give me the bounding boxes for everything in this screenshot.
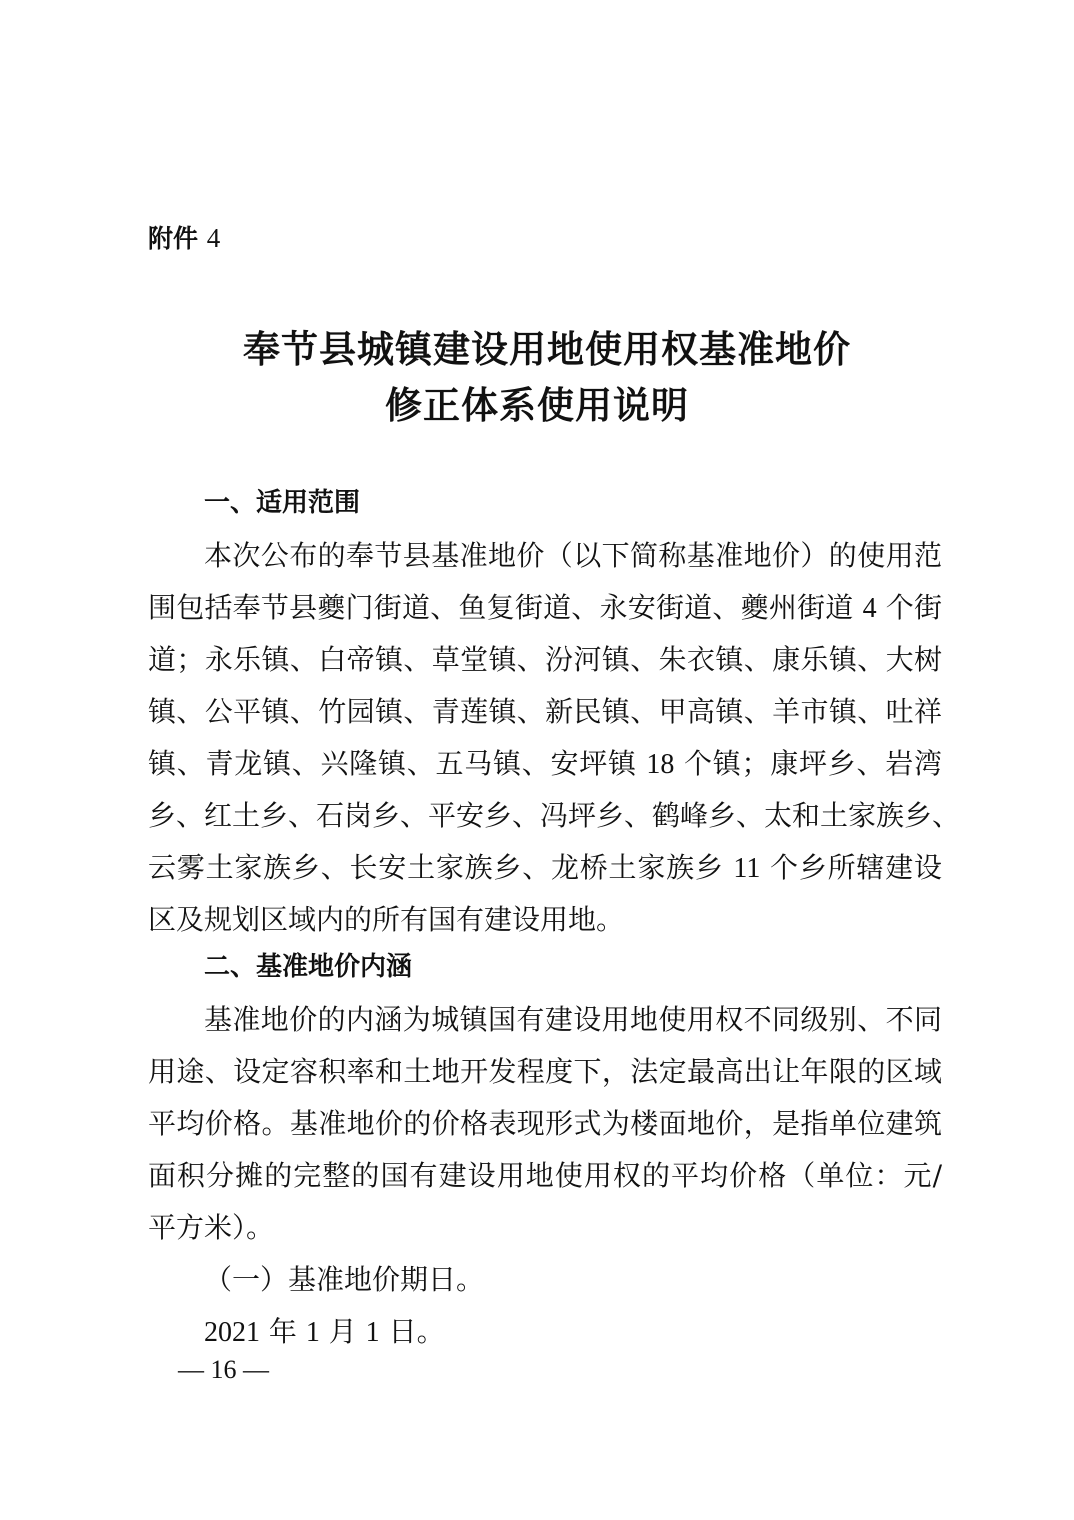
paragraph-line: 平方米）。 <box>148 1211 275 1244</box>
document-title-line-1: 奉节县城镇建设用地使用权基准地价 <box>243 327 851 371</box>
paragraph-line: 基准地价的内涵为城镇国有建设用地使用权不同级别、不同 <box>204 1003 942 1036</box>
paragraph-line: 围包括奉节县夔门街道、鱼复街道、永安街道、夔州街道 4 个街 <box>148 591 942 624</box>
attachment-label-text: 附件 <box>148 224 199 253</box>
paragraph-line: 用途、设定容积率和土地开发程度下，法定最高出让年限的区域 <box>148 1055 942 1088</box>
subsection-heading-date: （一）基准地价期日。 <box>204 1263 485 1296</box>
paragraph-line: 平均价格。基准地价的价格表现形式为楼面地价，是指单位建筑 <box>148 1107 942 1140</box>
paragraph-line: 道；永乐镇、白帝镇、草堂镇、汾河镇、朱衣镇、康乐镇、大树 <box>148 643 942 676</box>
valuation-date: 2021 年 1 月 1 日。 <box>204 1315 445 1348</box>
paragraph-line: 面积分摊的完整的国有建设用地使用权的平均价格（单位：元/ <box>148 1159 942 1192</box>
attachment-number: 4 <box>206 223 221 253</box>
page-number: — 16 — <box>178 1355 269 1384</box>
paragraph-line: 镇、青龙镇、兴隆镇、五马镇、安坪镇 18 个镇；康坪乡、岩湾 <box>148 747 942 780</box>
paragraph-line: 区及规划区域内的所有国有建设用地。 <box>148 903 625 936</box>
section-heading-scope: 一、适用范围 <box>204 488 361 518</box>
attachment-label <box>148 220 220 257</box>
paragraph-line: 镇、公平镇、竹园镇、青莲镇、新民镇、甲高镇、羊市镇、吐祥 <box>148 695 942 728</box>
section-heading-connotation: 二、基准地价内涵 <box>204 952 413 982</box>
document-title-line-2: 修正体系使用说明 <box>385 383 689 427</box>
paragraph-line: 乡、红土乡、石岗乡、平安乡、冯坪乡、鹤峰乡、太和土家族乡、 <box>148 799 961 832</box>
paragraph-line: 本次公布的奉节县基准地价（以下简称基准地价）的使用范 <box>204 539 942 572</box>
paragraph-line: 云雾土家族乡、长安土家族乡、龙桥土家族乡 11 个乡所辖建设 <box>148 851 942 884</box>
